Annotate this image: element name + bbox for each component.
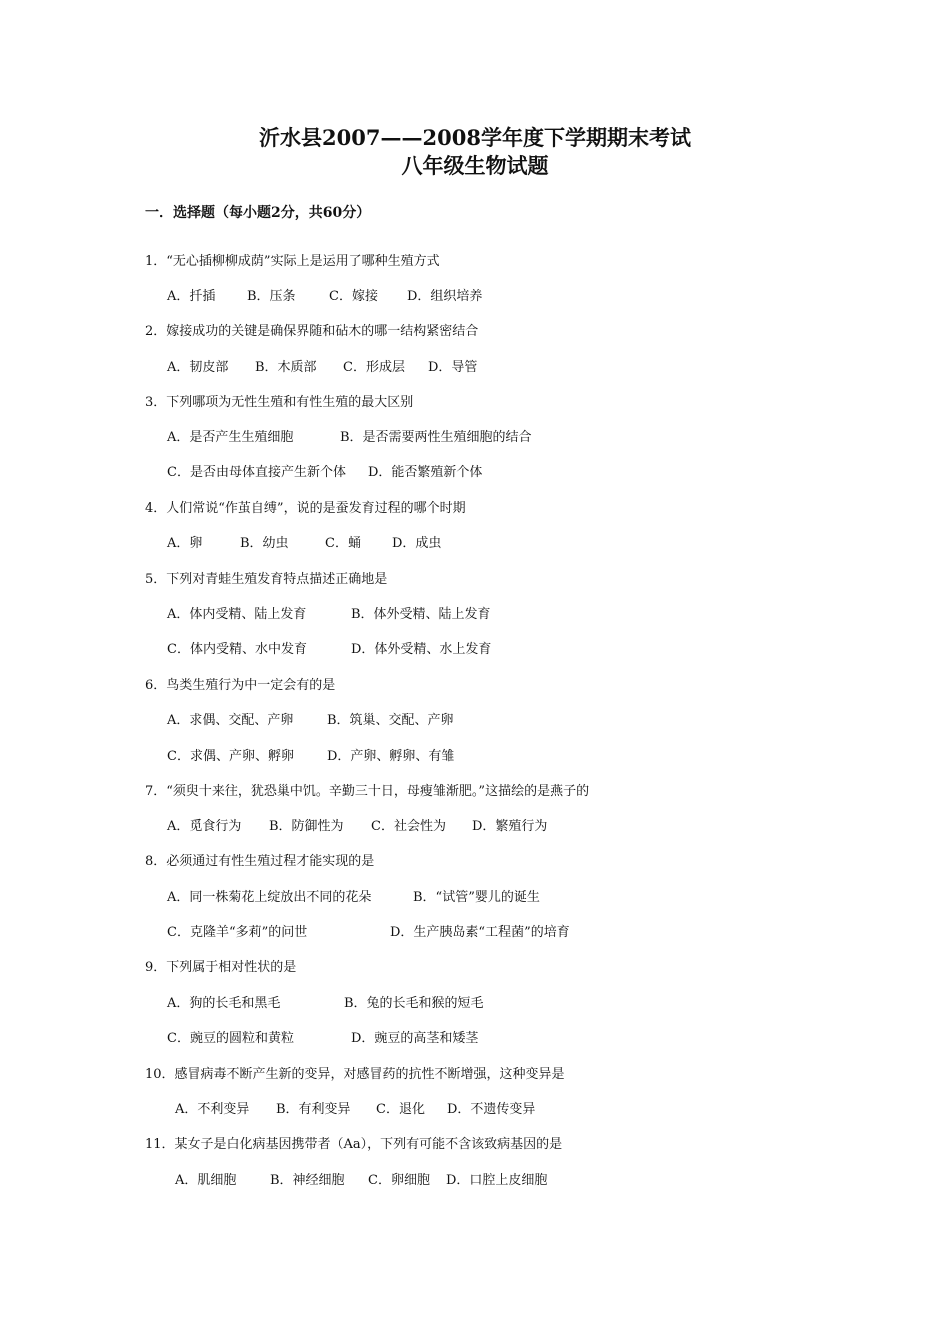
option-d: D．导管 (428, 360, 478, 375)
question-3: 3．下列哪项为无性生殖和有性生殖的最大区别 (145, 395, 414, 410)
option-b: B．有利变异 (276, 1102, 351, 1117)
options-row (175, 1101, 535, 1119)
options-row (167, 288, 482, 306)
question-10: 10．感冒病毒不断产生新的变异，对感冒药的抗性不断增强，这种变异是 (145, 1067, 565, 1082)
option-a: A．肌细胞 (175, 1173, 237, 1188)
option-b: B．防御性为 (269, 819, 344, 834)
options-row (167, 606, 491, 624)
option-b: B．神经细胞 (270, 1173, 345, 1188)
exam-subtitle: 八年级生物试题 (401, 153, 549, 178)
options-row (167, 748, 454, 766)
option-c: C．求偶、产卵、孵卵 (167, 749, 294, 764)
options-row (167, 464, 482, 482)
option-d: D．成虫 (392, 536, 442, 551)
options-row (167, 924, 570, 942)
option-c: C．嫁接 (329, 289, 378, 304)
option-a: A．扦插 (167, 289, 216, 304)
option-a: A．不利变异 (175, 1102, 250, 1117)
options-row (167, 641, 491, 659)
options-row (167, 429, 532, 447)
options-row (167, 535, 441, 553)
option-c: C．卵细胞 (368, 1173, 430, 1188)
option-c: C．退化 (376, 1102, 425, 1117)
option-b: B．是否需要两性生殖细胞的结合 (340, 430, 532, 445)
option-b: B．兔的长毛和猴的短毛 (344, 996, 484, 1011)
option-d: D．体外受精、水上发育 (351, 642, 492, 657)
option-a: A．韧皮部 (167, 360, 229, 375)
option-c: C．形成层 (343, 360, 405, 375)
option-c: C．社会性为 (371, 819, 446, 834)
options-row (167, 995, 484, 1013)
option-c: C．豌豆的圆粒和黄粒 (167, 1031, 294, 1046)
question-7: 7．“须臾十来往，犹恐巢中饥。辛勤三十日，母瘦雏渐肥。”这描绘的是燕子的 (145, 784, 590, 799)
option-d: D．生产胰岛素“工程菌”的培育 (390, 925, 570, 940)
option-c: C．蛹 (325, 536, 361, 551)
option-d: D．组织培养 (407, 289, 483, 304)
section-heading: 一．选择题（每小题2分，共60分） (145, 205, 371, 221)
question-11: 11．某女子是白化病基因携带者（Aa），下列有可能不含该致病基因的是 (145, 1137, 563, 1152)
option-c: C．体内受精、水中发育 (167, 642, 307, 657)
option-d: D．产卵、孵卵、有雏 (327, 749, 455, 764)
option-b: B．幼虫 (240, 536, 289, 551)
question-6: 6．鸟类生殖行为中一定会有的是 (145, 678, 336, 693)
question-8: 8．必须通过有性生殖过程才能实现的是 (145, 854, 375, 869)
options-row (167, 359, 477, 377)
option-a: A．是否产生生殖细胞 (167, 430, 294, 445)
options-row (167, 818, 547, 836)
option-d: D．口腔上皮细胞 (446, 1173, 548, 1188)
option-b: B．木质部 (255, 360, 317, 375)
option-d: D．豌豆的高茎和矮茎 (351, 1031, 479, 1046)
option-c: C．克隆羊“多莉”的问世 (167, 925, 308, 940)
option-a: A．觅食行为 (167, 819, 242, 834)
option-b: B．体外受精、陆上发育 (351, 607, 491, 622)
options-row (167, 712, 454, 730)
option-b: B．筑巢、交配、产卵 (327, 713, 454, 728)
options-row (167, 889, 540, 907)
options-row (167, 1030, 478, 1048)
option-c: C．是否由母体直接产生新个体 (167, 465, 346, 480)
option-d: D．能否繁殖新个体 (368, 465, 483, 480)
option-a: A．体内受精、陆上发育 (167, 607, 307, 622)
option-b: B．“试管”婴儿的诞生 (413, 890, 540, 905)
option-a: A．狗的长毛和黑毛 (167, 996, 281, 1011)
question-1: 1．“无心插柳柳成荫”实际上是运用了哪种生殖方式 (145, 254, 440, 269)
option-d: D．不遗传变异 (447, 1102, 536, 1117)
question-5: 5．下列对青蛙生殖发育特点描述正确地是 (145, 572, 388, 587)
question-9: 9．下列属于相对性状的是 (145, 960, 297, 975)
question-2: 2．嫁接成功的关键是确保界随和砧木的哪一结构紧密结合 (145, 324, 479, 339)
exam-title: 沂水县2007——2008学年度下学期期末考试 (259, 125, 691, 150)
option-d: D．繁殖行为 (472, 819, 548, 834)
option-a: A．求偶、交配、产卵 (167, 713, 294, 728)
option-a: A．卵 (167, 536, 203, 551)
option-a: A．同一株菊花上绽放出不同的花朵 (167, 890, 372, 905)
question-4: 4．人们常说“作茧自缚”，说的是蚕发育过程的哪个时期 (145, 501, 466, 516)
option-b: B．压条 (247, 289, 296, 304)
options-row (175, 1172, 547, 1190)
